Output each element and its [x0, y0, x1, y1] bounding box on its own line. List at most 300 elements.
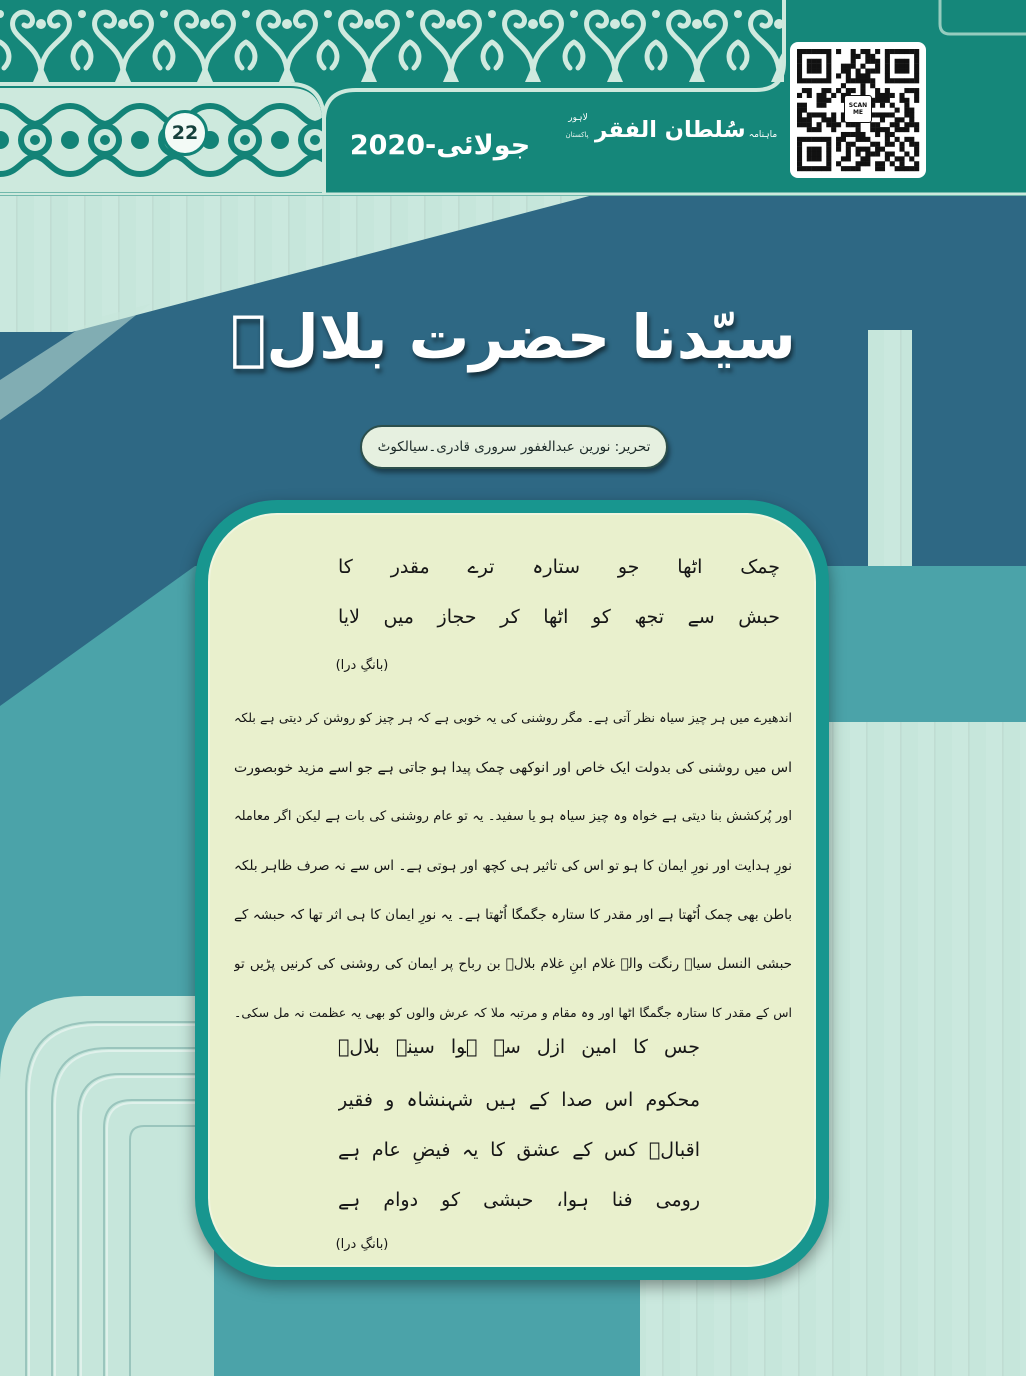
- qr-module: [885, 69, 890, 74]
- qr-module: [802, 117, 807, 122]
- qr-module: [875, 142, 880, 147]
- qr-module: [860, 73, 865, 78]
- qr-module: [875, 127, 880, 132]
- qr-module: [860, 147, 865, 152]
- qr-module: [851, 166, 856, 171]
- qr-module: [821, 88, 826, 93]
- qr-module: [865, 161, 870, 166]
- qr-module: [807, 166, 812, 171]
- qr-module: [904, 166, 909, 171]
- body-line: نورِ ہدایت اور نورِ ایمان کا ہو تو اس کی تاثیر ہی کچھ اور ہوتی ہے۔ اس سے نہ صرف ظاہر بلکہ: [234, 858, 792, 874]
- qr-module: [904, 88, 909, 93]
- qr-module: [904, 112, 909, 117]
- closing-poem-line: جس کا امین ازل سے ہوا سینۂ بلالؓ: [338, 1036, 700, 1058]
- qr-module: [895, 64, 900, 69]
- qr-module: [899, 93, 904, 98]
- qr-module: [875, 112, 880, 117]
- qr-module: [870, 122, 875, 127]
- qr-module: [890, 93, 895, 98]
- qr-module: [802, 49, 807, 54]
- qr-module: [856, 137, 861, 142]
- qr-module: [909, 117, 914, 122]
- qr-module: [821, 112, 826, 117]
- qr-module: [890, 78, 895, 83]
- qr-module: [836, 49, 841, 54]
- closing-poem-source: (بانگِ درا): [335, 1237, 389, 1252]
- qr-module: [904, 122, 909, 127]
- qr-module: [895, 49, 900, 54]
- qr-module: [856, 69, 861, 74]
- author-pill: [360, 425, 668, 469]
- qr-module: [890, 122, 895, 127]
- qr-module: [914, 122, 919, 127]
- qr-module: [860, 156, 865, 161]
- qr-module: [797, 93, 802, 98]
- qr-module: [899, 117, 904, 122]
- qr-module: [865, 156, 870, 161]
- qr-module: [797, 73, 802, 78]
- body-line: اس کے مقدر کا ستارہ جگمگا اٹھا اور وہ مقام و مرتبہ ملا کہ عرش والوں کو بھی یہ عظمت نہ مل سکی۔: [234, 1005, 792, 1020]
- qr-module: [807, 127, 812, 132]
- qr-module: [875, 88, 880, 93]
- qr-module: [851, 78, 856, 83]
- qr-module: [826, 117, 831, 122]
- qr-module: [899, 78, 904, 83]
- qr-module: [807, 49, 812, 54]
- qr-module: [875, 132, 880, 137]
- qr-module: [846, 151, 851, 156]
- qr-module: [846, 147, 851, 152]
- qr-module: [817, 78, 822, 83]
- qr-module: [880, 98, 885, 103]
- qr-module: [846, 64, 851, 69]
- qr-scan-label: SCAN ME: [844, 95, 872, 123]
- qr-module: [914, 73, 919, 78]
- qr-module: [826, 49, 831, 54]
- qr-module: [836, 142, 841, 147]
- qr-module: [909, 112, 914, 117]
- qr-module: [817, 112, 822, 117]
- qr-module: [904, 137, 909, 142]
- qr-module: [885, 73, 890, 78]
- qr-module: [909, 49, 914, 54]
- qr-module: [846, 166, 851, 171]
- qr-module: [807, 117, 812, 122]
- qr-module: [895, 117, 900, 122]
- qr-module: [812, 64, 817, 69]
- qr-module: [812, 69, 817, 74]
- opening-poem-line: چمک اٹھا جو ستارہ ترے مقدر کا: [338, 556, 780, 578]
- qr-module: [890, 142, 895, 147]
- qr-module: [807, 156, 812, 161]
- qr-module: [890, 132, 895, 137]
- body-line: اس میں روشنی کی بدولت ایک خاص اور انوکھی چمک پیدا ہو جاتی ہے جو اسے مزید خوبصورت: [234, 760, 792, 776]
- qr-module: [914, 54, 919, 59]
- qr-module: [807, 112, 812, 117]
- qr-module: [865, 73, 870, 78]
- qr-module: [899, 59, 904, 64]
- qr-module: [846, 156, 851, 161]
- qr-module: [826, 78, 831, 83]
- qr-module: [895, 166, 900, 171]
- qr-module: [870, 54, 875, 59]
- qr-module: [821, 98, 826, 103]
- qr-module: [870, 151, 875, 156]
- qr-module: [846, 142, 851, 147]
- qr-module: [909, 108, 914, 113]
- qr-module: [875, 147, 880, 152]
- qr-module: [875, 98, 880, 103]
- qr-module: [797, 161, 802, 166]
- qr-module: [817, 59, 822, 64]
- qr-module: [895, 127, 900, 132]
- qr-module: [856, 54, 861, 59]
- qr-module: [851, 88, 856, 93]
- ornament-strip-top: [0, 0, 784, 82]
- qr-module: [802, 78, 807, 83]
- qr-module: [885, 64, 890, 69]
- qr-module: [875, 69, 880, 74]
- qr-module: [826, 156, 831, 161]
- qr-module: [870, 59, 875, 64]
- qr-module: [841, 166, 846, 171]
- qr-module: [899, 49, 904, 54]
- qr-module: [797, 147, 802, 152]
- qr-module: [851, 64, 856, 69]
- qr-module: [826, 64, 831, 69]
- qr-module: [875, 93, 880, 98]
- qr-module: [797, 137, 802, 142]
- qr-module: [904, 103, 909, 108]
- qr-module: [817, 151, 822, 156]
- qr-module: [797, 54, 802, 59]
- qr-module: [836, 73, 841, 78]
- qr-module: [802, 122, 807, 127]
- qr-module: [875, 49, 880, 54]
- qr-module: [865, 78, 870, 83]
- qr-module: [856, 78, 861, 83]
- qr-module: [856, 151, 861, 156]
- qr-module: [865, 49, 870, 54]
- issue-date: جولائی-2020: [349, 130, 531, 161]
- qr-module: [807, 151, 812, 156]
- qr-module: [797, 69, 802, 74]
- qr-module: [797, 156, 802, 161]
- qr-module: [895, 69, 900, 74]
- qr-module: [909, 137, 914, 142]
- qr-module: [851, 142, 856, 147]
- qr-module: [846, 78, 851, 83]
- qr-module: [821, 93, 826, 98]
- qr-module: [895, 108, 900, 113]
- qr-module: [817, 166, 822, 171]
- qr-module: [914, 78, 919, 83]
- qr-module: [817, 127, 822, 132]
- qr-module: [817, 147, 822, 152]
- qr-module: [856, 147, 861, 152]
- qr-module: [821, 117, 826, 122]
- qr-module: [870, 127, 875, 132]
- qr-module: [841, 69, 846, 74]
- qr-module: [914, 69, 919, 74]
- qr-module: [909, 166, 914, 171]
- qr-module: [826, 54, 831, 59]
- qr-module: [885, 142, 890, 147]
- qr-module: [851, 132, 856, 137]
- qr-module: [797, 166, 802, 171]
- qr-module: [802, 108, 807, 113]
- qr-module: [812, 166, 817, 171]
- qr-module: [890, 49, 895, 54]
- qr-module: [860, 137, 865, 142]
- qr-module: [870, 78, 875, 83]
- qr-module: [817, 64, 822, 69]
- qr-module: [875, 122, 880, 127]
- qr-module: [812, 137, 817, 142]
- qr-module: [797, 142, 802, 147]
- qr-module: [914, 49, 919, 54]
- qr-module: [914, 98, 919, 103]
- qr-module: [914, 88, 919, 93]
- qr-module: [865, 69, 870, 74]
- qr-module: [904, 127, 909, 132]
- magazine-logo: [556, 100, 780, 162]
- qr-module: [909, 78, 914, 83]
- qr-module: [890, 103, 895, 108]
- qr-module: [826, 166, 831, 171]
- qr-module: [831, 122, 836, 127]
- qr-module: [885, 151, 890, 156]
- qr-module: [880, 147, 885, 152]
- qr-module: [880, 112, 885, 117]
- qr-module: [860, 64, 865, 69]
- qr-module: [899, 161, 904, 166]
- qr-module: [865, 54, 870, 59]
- qr-module: [909, 142, 914, 147]
- qr-module: [875, 151, 880, 156]
- qr-module: [870, 142, 875, 147]
- qr-module: [856, 73, 861, 78]
- qr-module: [885, 49, 890, 54]
- qr-module: [914, 151, 919, 156]
- qr-module: [826, 69, 831, 74]
- qr-module: [797, 49, 802, 54]
- qr-module: [865, 59, 870, 64]
- qr-module: [860, 78, 865, 83]
- qr-module: [826, 98, 831, 103]
- qr-module: [899, 147, 904, 152]
- qr-module: [807, 64, 812, 69]
- qr-module: [899, 127, 904, 132]
- qr-module: [797, 78, 802, 83]
- qr-module: [841, 83, 846, 88]
- qr-module: [890, 151, 895, 156]
- qr-module: [812, 147, 817, 152]
- qr-module: [846, 73, 851, 78]
- qr-module: [880, 103, 885, 108]
- qr-module: [836, 161, 841, 166]
- closing-poem-line: رومی فنا ہوا، حبشی کو دوام ہے: [338, 1189, 700, 1211]
- qr-module: [890, 112, 895, 117]
- qr-module: [836, 147, 841, 152]
- qr-module: [885, 112, 890, 117]
- qr-module: [826, 59, 831, 64]
- logo-name: سُلطان الفقر: [594, 117, 746, 143]
- qr-module: [802, 103, 807, 108]
- qr-module: [807, 122, 812, 127]
- qr-module: [812, 49, 817, 54]
- qr-module: [865, 137, 870, 142]
- logo-city: لاہور: [568, 113, 588, 123]
- logo-prefix: ماہنامہ: [748, 130, 778, 140]
- author-byline: تحریر: نورین عبدالغفور سروری قادری۔سیالکوٹ: [377, 439, 651, 455]
- qr-module: [807, 69, 812, 74]
- qr-module: [817, 137, 822, 142]
- qr-module: [885, 88, 890, 93]
- article-title: سیّدنا حضرت بلالؓ: [230, 303, 796, 373]
- qr-module: [812, 151, 817, 156]
- closing-poem-line: اقبالؔ کس کے عشق کا یہ فیضِ عام ہے: [338, 1139, 700, 1161]
- qr-module: [856, 127, 861, 132]
- qr-module: [807, 88, 812, 93]
- qr-module: [826, 151, 831, 156]
- qr-module: [885, 54, 890, 59]
- qr-module: [836, 122, 841, 127]
- qr-module: [885, 156, 890, 161]
- qr-module: [914, 93, 919, 98]
- qr-module: [846, 88, 851, 93]
- qr-module: [885, 127, 890, 132]
- qr-module: [899, 98, 904, 103]
- qr-module: [817, 98, 822, 103]
- qr-module: [831, 112, 836, 117]
- qr-module: [885, 59, 890, 64]
- qr-module: [821, 78, 826, 83]
- qr-module: [899, 156, 904, 161]
- qr-module: [797, 122, 802, 127]
- qr-module: [807, 78, 812, 83]
- qr-module: [826, 147, 831, 152]
- qr-module: [797, 103, 802, 108]
- qr-module: [841, 156, 846, 161]
- qr-module: [885, 98, 890, 103]
- qr-module: [831, 117, 836, 122]
- qr-module: [904, 59, 909, 64]
- qr-module: [797, 117, 802, 122]
- qr-module: [846, 132, 851, 137]
- qr-module: [826, 161, 831, 166]
- qr-module: [817, 103, 822, 108]
- qr-module: [812, 127, 817, 132]
- qr-module: [899, 166, 904, 171]
- qr-module: [841, 132, 846, 137]
- qr-module: [885, 78, 890, 83]
- qr-module: [821, 103, 826, 108]
- qr-module: [860, 49, 865, 54]
- qr-module: [802, 88, 807, 93]
- qr-module: [909, 88, 914, 93]
- pale-vertical-band-shade: [868, 330, 912, 566]
- qr-module: [797, 59, 802, 64]
- qr-module: [890, 161, 895, 166]
- qr-module: [807, 137, 812, 142]
- ornament-strip-lower-left: [0, 88, 322, 192]
- qr-module: [904, 78, 909, 83]
- qr-module: [895, 137, 900, 142]
- page-number-badge: 22: [162, 110, 208, 156]
- qr-module: [865, 151, 870, 156]
- qr-module: [885, 137, 890, 142]
- qr-module: [895, 78, 900, 83]
- qr-module: [914, 64, 919, 69]
- qr-module: [914, 59, 919, 64]
- opening-poem-line: حبش سے تجھ کو اٹھا کر حجاز میں لایا: [338, 606, 780, 628]
- qr-module: [836, 88, 841, 93]
- qr-module: [909, 122, 914, 127]
- qr-module: [870, 83, 875, 88]
- qr-module: [895, 156, 900, 161]
- qr-module: [817, 156, 822, 161]
- qr-module: [821, 137, 826, 142]
- qr-module: [841, 64, 846, 69]
- qr-module: [817, 93, 822, 98]
- qr-module: [812, 78, 817, 83]
- qr-module: [812, 112, 817, 117]
- qr-module: [821, 166, 826, 171]
- qr-module: [836, 137, 841, 142]
- qr-module: [880, 117, 885, 122]
- qr-module: [914, 161, 919, 166]
- body-line: حبشی النسل سیاہ رنگت والے غلام ابنِ غلام بلالؓ بن رباح پر ایمان کی روشنی کی کرنیں پڑیں تو: [234, 956, 792, 972]
- qr-module: [856, 132, 861, 137]
- qr-module: [797, 108, 802, 113]
- qr-module: [904, 69, 909, 74]
- qr-module: [880, 93, 885, 98]
- qr-module: [826, 122, 831, 127]
- qr-module: [797, 64, 802, 69]
- qr-module: [807, 147, 812, 152]
- qr-module: [831, 127, 836, 132]
- qr-module: [807, 93, 812, 98]
- closing-poem-line: محکوم اس صدا کے ہیں شہنشاہ و فقیر: [338, 1089, 700, 1111]
- qr-module: [821, 49, 826, 54]
- logo-country: پاکستان: [565, 131, 589, 139]
- qr-module: [831, 93, 836, 98]
- qr-module: [880, 166, 885, 171]
- qr-module: [826, 142, 831, 147]
- qr-module: [817, 69, 822, 74]
- qr-module: [817, 122, 822, 127]
- qr-module: [904, 64, 909, 69]
- qr-module: [860, 88, 865, 93]
- qr-module: [807, 59, 812, 64]
- qr-module: [904, 151, 909, 156]
- qr-module: [865, 147, 870, 152]
- qr-module: [860, 83, 865, 88]
- qr-module: [904, 98, 909, 103]
- qr-module: [856, 166, 861, 171]
- qr-module: [826, 137, 831, 142]
- qr-module: [797, 151, 802, 156]
- qr-module: [885, 132, 890, 137]
- qr-module: [899, 142, 904, 147]
- qr-module: [899, 69, 904, 74]
- qr-module: [875, 161, 880, 166]
- qr-module: [856, 161, 861, 166]
- qr-module: [826, 88, 831, 93]
- qr-module: [851, 54, 856, 59]
- qr-module: [802, 166, 807, 171]
